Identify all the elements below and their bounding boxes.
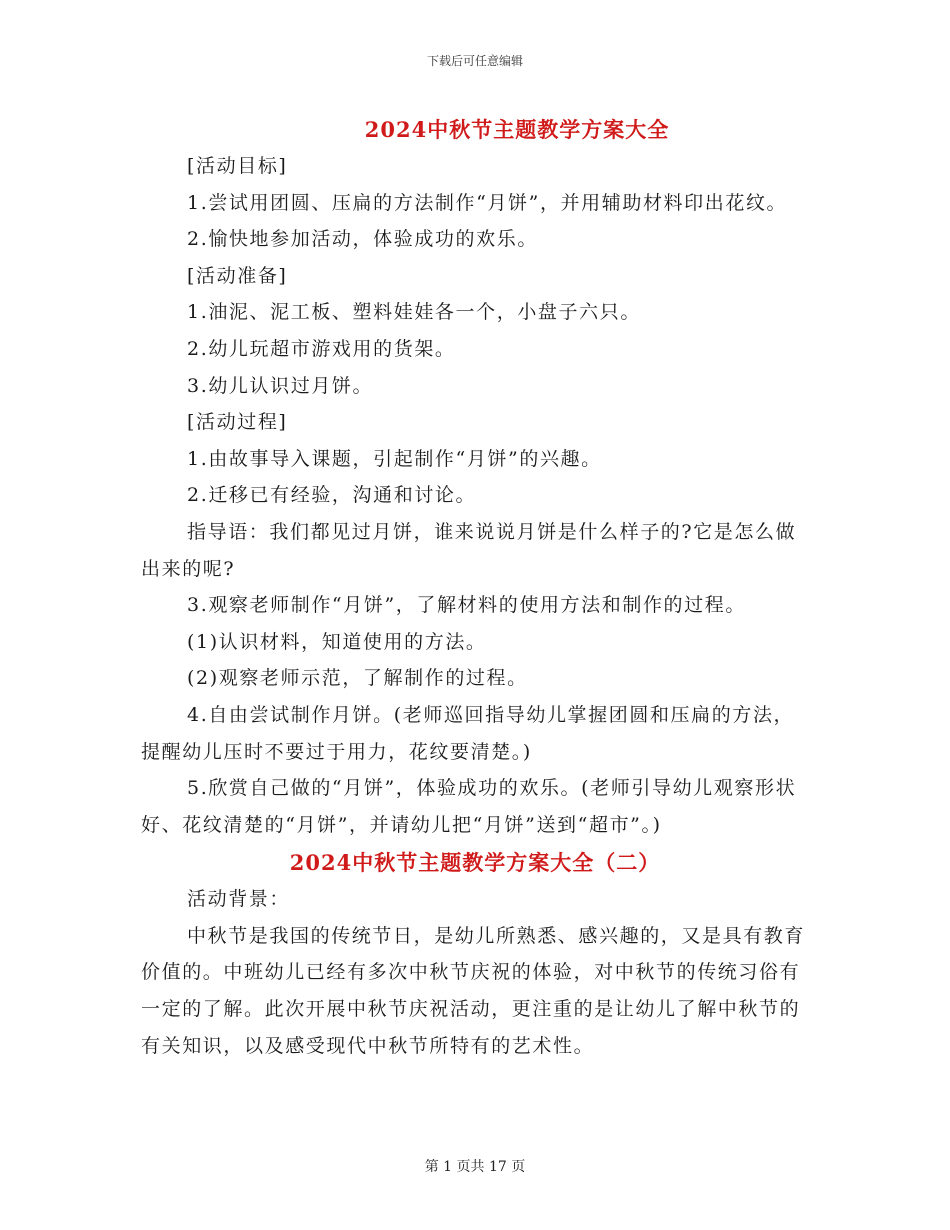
paragraph: (2)观察老师示范，了解制作的过程。: [187, 667, 528, 690]
page-number-footer: 第 1 页共 17 页: [424, 1159, 526, 1175]
paragraph: 2.幼儿玩超市游戏用的货架。: [187, 337, 456, 360]
page-header-note: 下载后可任意编辑: [426, 54, 523, 68]
paragraph: (1)认识材料，知道使用的方法。: [187, 630, 487, 653]
paragraph: 3.幼儿认识过月饼。: [187, 374, 374, 397]
paragraph: 2.愉快地参加活动，体验成功的欢乐。: [187, 228, 538, 251]
paragraph: [活动准备]: [187, 264, 288, 287]
paragraph: [活动目标]: [187, 155, 288, 177]
paragraph: 中秋节是我国的传统节日，是幼儿所熟悉、感兴趣的，又是具有教育价值的。中班幼儿已经有多次中秋节庆祝的体验，对中秋节的传统习俗有一定的了解。此次开展中秋节庆祝活动，更注重的是让幼儿了解中秋节的有关知识，以及感受现代中秋节所特有的艺术性。: [141, 924, 806, 1057]
paragraph: 4.自由尝试制作月饼。(老师巡回指导幼儿掌握团圆和压扁的方法，提醒幼儿压时不要过于用力，花纹要清楚。): [141, 703, 795, 763]
section-2-title: 2024中秋节主题教学方案大全（二）: [289, 850, 661, 876]
document-body: [141, 112, 809, 1064]
paragraph: 3.观察老师制作“月饼”，了解材料的使用方法和制作的过程。: [187, 594, 746, 617]
paragraph: 5.欣赏自己做的“月饼”，体验成功的欢乐。(老师引导幼儿观察形状好、花纹清楚的“月饼”，并请幼儿把“月饼”送到“超市”。): [141, 777, 797, 836]
paragraph: 2.迁移已有经验，沟通和讨论。: [187, 484, 477, 507]
section-1-title: 2024中秋节主题教学方案大全: [364, 117, 670, 142]
paragraph: 指导语：我们都见过月饼，谁来说说月饼是什么样子的?它是怎么做出来的呢?: [141, 520, 797, 580]
paragraph: 活动背景：: [187, 888, 291, 911]
paragraph: 1.由故事导入课题，引起制作“月饼”的兴趣。: [187, 447, 602, 470]
paragraph: 1.尝试用团圆、压扁的方法制作“月饼”，并用辅助材料印出花纹。: [187, 191, 788, 214]
paragraph: [活动过程]: [187, 411, 288, 434]
paragraph: 1.油泥、泥工板、塑料娃娃各一个，小盘子六只。: [187, 301, 641, 324]
